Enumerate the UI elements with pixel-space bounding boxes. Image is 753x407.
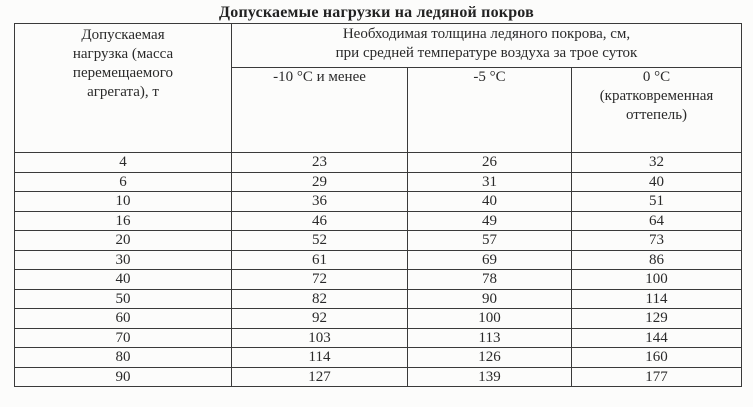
header-allowed-load-line: агрегата), т (87, 84, 159, 100)
cell-thickness-minus10: 46 (232, 211, 408, 231)
cell-thickness-minus5: 139 (408, 367, 572, 387)
cell-thickness-zero: 40 (572, 172, 742, 192)
table-row (15, 309, 742, 329)
ice-load-table (14, 23, 742, 387)
cell-load-tonnes: 10 (15, 192, 232, 212)
cell-thickness-minus10: 23 (232, 153, 408, 173)
cell-thickness-minus5: 100 (408, 309, 572, 329)
table-row (15, 367, 742, 387)
cell-thickness-minus5: 40 (408, 192, 572, 212)
cell-thickness-minus5: 26 (408, 153, 572, 173)
cell-thickness-zero: 100 (572, 270, 742, 290)
cell-thickness-minus5: 126 (408, 348, 572, 368)
header-allowed-load-line: Допускаемая (81, 27, 165, 43)
cell-thickness-minus10: 103 (232, 328, 408, 348)
cell-thickness-minus10: 36 (232, 192, 408, 212)
cell-thickness-zero: 114 (572, 289, 742, 309)
cell-load-tonnes: 90 (15, 367, 232, 387)
cell-thickness-zero: 51 (572, 192, 742, 212)
cell-thickness-zero: 129 (572, 309, 742, 329)
cell-thickness-minus5: 90 (408, 289, 572, 309)
cell-thickness-zero: 177 (572, 367, 742, 387)
header-temp-line: -10 °С и менее (273, 69, 366, 85)
cell-load-tonnes: 60 (15, 309, 232, 329)
cell-thickness-minus10: 92 (232, 309, 408, 329)
header-temp-zero (572, 68, 742, 153)
table-row (15, 211, 742, 231)
header-temp-line: оттепель) (625, 107, 688, 123)
cell-load-tonnes: 16 (15, 211, 232, 231)
cell-thickness-minus10: 127 (232, 367, 408, 387)
cell-load-tonnes: 20 (15, 231, 232, 251)
cell-load-tonnes: 6 (15, 172, 232, 192)
cell-thickness-minus5: 69 (408, 250, 572, 270)
table-row (15, 348, 742, 368)
cell-load-tonnes: 30 (15, 250, 232, 270)
header-required-thickness-line: при средней температуре воздуха за трое суток (335, 45, 638, 61)
table-row (15, 231, 742, 251)
header-allowed-load-line: перемещаемого (72, 65, 174, 81)
header-required-thickness-line: Необходимая толщина ледяного покрова, см, (342, 26, 631, 42)
cell-thickness-zero: 73 (572, 231, 742, 251)
cell-thickness-minus5: 113 (408, 328, 572, 348)
cell-thickness-minus5: 78 (408, 270, 572, 290)
table-row (15, 153, 742, 173)
table-row (15, 270, 742, 290)
table-title: Допускаемые нагрузки на ледяной покров (219, 4, 534, 21)
header-temp-minus10 (232, 68, 408, 153)
table-body (15, 153, 742, 387)
header-row-main (15, 24, 742, 68)
cell-thickness-minus5: 31 (408, 172, 572, 192)
cell-load-tonnes: 80 (15, 348, 232, 368)
cell-thickness-minus5: 57 (408, 231, 572, 251)
cell-thickness-minus10: 82 (232, 289, 408, 309)
header-temp-minus5 (408, 68, 572, 153)
cell-thickness-zero: 144 (572, 328, 742, 348)
cell-thickness-minus10: 61 (232, 250, 408, 270)
cell-thickness-minus10: 114 (232, 348, 408, 368)
table-row (15, 328, 742, 348)
header-temp-line: (кратковременная (599, 88, 714, 104)
header-allowed-load (15, 24, 232, 153)
header-allowed-load-line: нагрузка (масса (72, 46, 174, 62)
cell-thickness-minus5: 49 (408, 211, 572, 231)
cell-load-tonnes: 40 (15, 270, 232, 290)
cell-thickness-minus10: 52 (232, 231, 408, 251)
cell-thickness-zero: 160 (572, 348, 742, 368)
cell-thickness-zero: 86 (572, 250, 742, 270)
header-required-thickness (232, 24, 742, 68)
cell-load-tonnes: 4 (15, 153, 232, 173)
cell-thickness-zero: 64 (572, 211, 742, 231)
header-temp-line: 0 °С (642, 69, 671, 85)
header-temp-line: -5 °С (473, 69, 506, 85)
cell-thickness-minus10: 72 (232, 270, 408, 290)
table-row (15, 192, 742, 212)
cell-thickness-zero: 32 (572, 153, 742, 173)
cell-load-tonnes: 70 (15, 328, 232, 348)
table-row (15, 289, 742, 309)
table-row (15, 172, 742, 192)
table-row (15, 250, 742, 270)
cell-load-tonnes: 50 (15, 289, 232, 309)
cell-thickness-minus10: 29 (232, 172, 408, 192)
